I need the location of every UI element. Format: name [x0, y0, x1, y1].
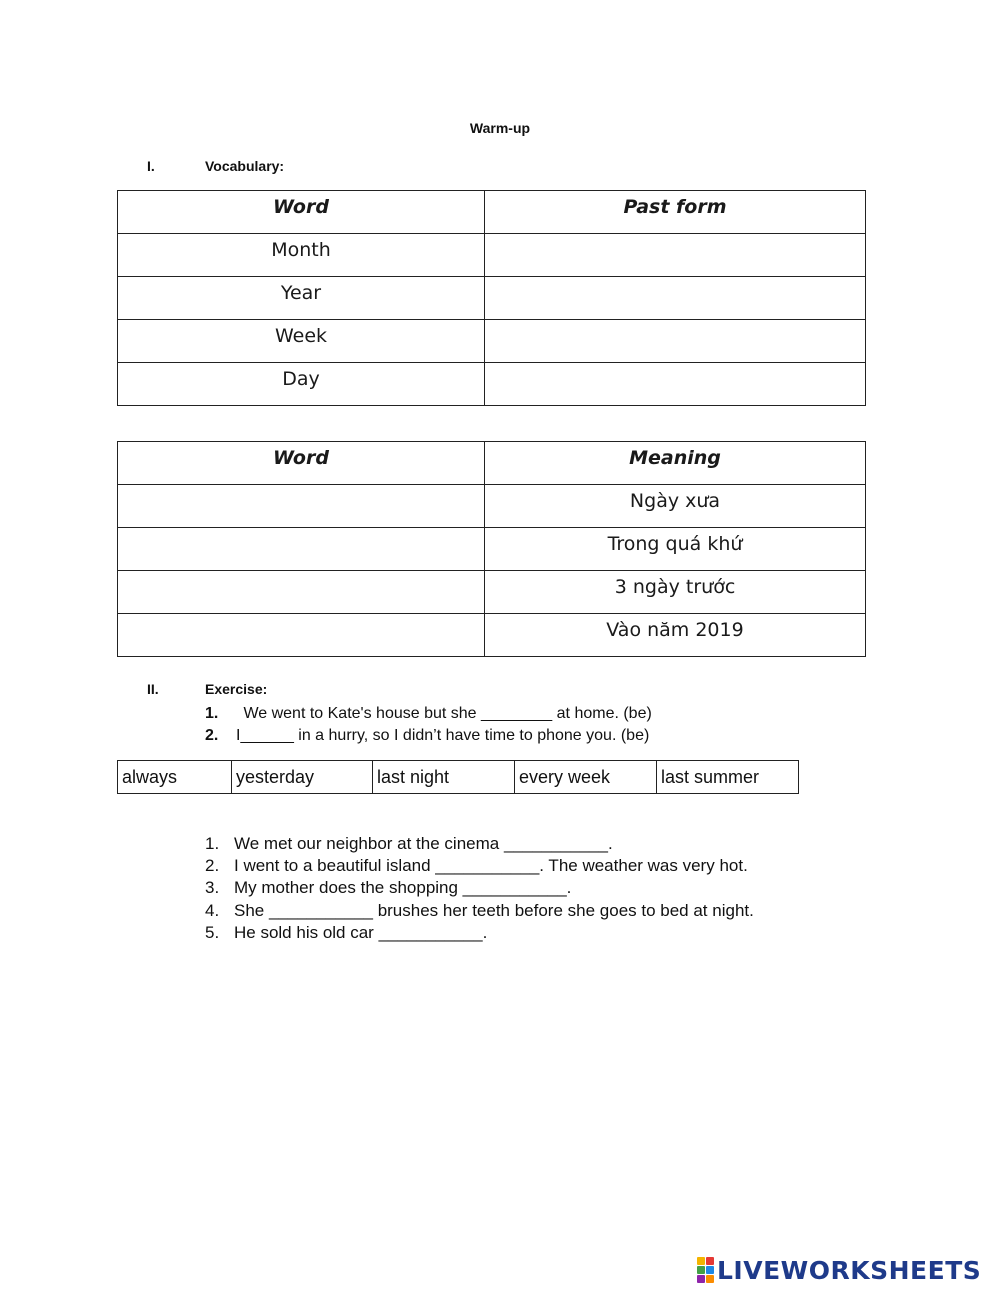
exercise-text: We went to Kate's house but she ________ at home. (be) — [239, 705, 652, 722]
table-header-row — [118, 442, 866, 485]
section-2-label: Exercise: — [205, 681, 268, 697]
table-header-cell: Past form — [485, 191, 866, 234]
question-number: 4. — [205, 901, 220, 920]
table-row — [118, 277, 866, 320]
answer-cell[interactable] — [485, 277, 866, 320]
table-header-cell: Word — [118, 191, 485, 234]
past-form-table — [117, 190, 866, 406]
question-number: 5. — [205, 923, 220, 942]
logo-block — [697, 1266, 705, 1274]
question-number: 1. — [205, 834, 220, 853]
table-row — [118, 485, 866, 528]
word-cell: Week — [118, 320, 485, 363]
meaning-cell: Vào năm 2019 — [485, 614, 866, 657]
question-text: We met our neighbor at the cinema ___________. — [234, 834, 613, 853]
logo-block — [706, 1275, 714, 1283]
word-bank-item: last summer — [657, 761, 799, 794]
table-row — [118, 234, 866, 277]
table-row — [118, 320, 866, 363]
question-number: 3. — [205, 878, 220, 897]
answer-cell[interactable] — [118, 614, 485, 657]
answer-cell[interactable] — [118, 485, 485, 528]
answer-cell[interactable] — [485, 234, 866, 277]
question-item — [205, 901, 865, 923]
logo-block — [706, 1257, 714, 1265]
answer-cell[interactable] — [118, 571, 485, 614]
exercise-number: 2. — [205, 727, 219, 744]
section-2-number: II. — [147, 681, 159, 697]
word-bank-item: yesterday — [232, 761, 373, 794]
question-item — [205, 923, 865, 945]
word-bank-item: last night — [373, 761, 515, 794]
table-header-cell: Meaning — [485, 442, 866, 485]
word-cell: Year — [118, 277, 485, 320]
table-row — [118, 614, 866, 657]
word-bank-item: every week — [515, 761, 657, 794]
answer-cell[interactable] — [485, 363, 866, 406]
table-header-row — [118, 191, 866, 234]
page-title: Warm-up — [469, 120, 531, 136]
logo-text: LIVEWORKSHEETS — [717, 1255, 982, 1285]
meaning-cell: 3 ngày trước — [485, 571, 866, 614]
answer-cell[interactable] — [485, 320, 866, 363]
exercise-item — [205, 705, 905, 725]
logo-blocks-icon — [697, 1257, 714, 1283]
meaning-cell: Trong quá khứ — [485, 528, 866, 571]
table-row — [118, 571, 866, 614]
question-text: My mother does the shopping ___________. — [234, 878, 572, 897]
question-text: He sold his old car ___________. — [234, 923, 488, 942]
word-bank — [117, 760, 799, 794]
word-bank-item: always — [118, 761, 232, 794]
question-text: I went to a beautiful island ___________. The weather was very hot. — [234, 856, 748, 875]
section-1-number: I. — [147, 158, 155, 174]
question-item — [205, 834, 865, 856]
section-1-label: Vocabulary: — [205, 158, 285, 174]
word-cell: Day — [118, 363, 485, 406]
question-number: 2. — [205, 856, 220, 875]
exercise-number: 1. — [205, 705, 219, 722]
table-header-cell: Word — [118, 442, 485, 485]
answer-cell[interactable] — [118, 528, 485, 571]
exercise-item — [205, 727, 905, 747]
logo-block — [697, 1257, 705, 1265]
question-item — [205, 878, 865, 900]
liveworksheets-logo — [697, 1254, 981, 1286]
meaning-cell: Ngày xưa — [485, 485, 866, 528]
word-cell: Month — [118, 234, 485, 277]
exercise-text: I______ in a hurry, so I didn’t have time to phone you. (be) — [236, 727, 650, 744]
question-text: She ___________ brushes her teeth before she goes to bed at night. — [234, 901, 754, 920]
table-row — [118, 363, 866, 406]
meaning-table — [117, 441, 866, 657]
logo-block — [706, 1266, 714, 1274]
logo-block — [697, 1275, 705, 1283]
question-item — [205, 856, 865, 878]
table-row — [118, 528, 866, 571]
